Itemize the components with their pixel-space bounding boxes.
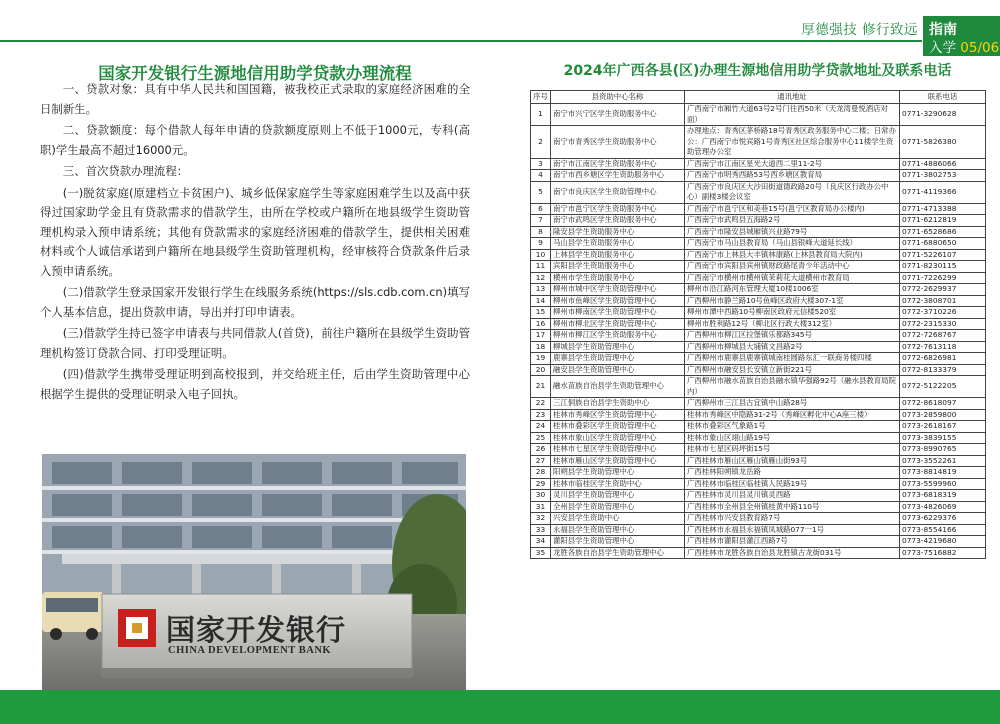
- row-index: 5: [531, 181, 551, 203]
- phone: 0771-6880650: [900, 238, 986, 250]
- center-name: 南宁市武鸣区学生资助服务中心: [551, 215, 685, 227]
- table-row: [531, 398, 986, 410]
- guide-tag-page: [929, 36, 999, 56]
- right-page-title: 2024年广西各县(区)办理生源地信用助学贷款地址及联系电话: [563, 63, 952, 79]
- phone: 0772-5122205: [900, 376, 986, 398]
- center-name: 南宁市西乡塘区学生资助服务中心: [551, 170, 685, 182]
- left-page-title: 国家开发银行生源地信用助学贷款办理流程: [98, 64, 412, 83]
- address: 办理地点：青秀区茅桥路18号青秀区政务服务中心二楼；日常办公：广西南宁市悦宾路1号青秀区社区综合服务中心11楼学生资助管理办公室: [685, 126, 900, 159]
- table-body: [531, 104, 986, 559]
- phone: 0771-6528686: [900, 226, 986, 238]
- address: 广西桂林市灵川县灵川镇灵西路: [685, 490, 900, 502]
- row-index: 19: [531, 353, 551, 365]
- table-row: [531, 170, 986, 182]
- guide-tag-label: 指南: [929, 22, 957, 38]
- address: 广西南宁市良庆区大沙田街道德政路20号（良庆区行政办公中心）副楼3楼会议室: [685, 181, 900, 203]
- center-name: 南宁市青秀区学生资助服务中心: [551, 126, 685, 159]
- row-index: 9: [531, 238, 551, 250]
- footer-bar: [0, 690, 1000, 724]
- phone: 0771-4886066: [900, 158, 986, 170]
- table-row: [531, 238, 986, 250]
- address: 广西桂林市全州县全州镇桂黄中路110号: [685, 501, 900, 513]
- center-name: 桂林市雁山区学生资助管理中心: [551, 455, 685, 467]
- column-header-center-name: 县资助中心名称: [551, 91, 685, 104]
- table-row: [531, 501, 986, 513]
- phone: 0773-8554166: [900, 524, 986, 536]
- address: 桂林市七星区码坪街15号: [685, 444, 900, 456]
- phone: 0773-4826069: [900, 501, 986, 513]
- center-name: 柳州市柳北区学生资助管理中心: [551, 318, 685, 330]
- center-name: 柳州市鱼峰区学生资助管理中心: [551, 295, 685, 307]
- center-name: 南宁市兴宁区学生资助服务中心: [551, 104, 685, 126]
- address: 广西南宁市明秀西路53号西乡塘区教育局: [685, 170, 900, 182]
- address: 桂林市秀峰区中隐路31-2号（秀峰区孵化中心A座三楼）: [685, 409, 900, 421]
- address: 广西桂林市雁山区雁山镇雁山街93号: [685, 455, 900, 467]
- row-index: 22: [531, 398, 551, 410]
- table-row: [531, 272, 986, 284]
- phone: 0772-8618097: [900, 398, 986, 410]
- row-index: 8: [531, 226, 551, 238]
- row-index: 23: [531, 409, 551, 421]
- row-index: 33: [531, 524, 551, 536]
- table-row: [531, 226, 986, 238]
- address: 广西柳州市融安县长安镇立新街221号: [685, 364, 900, 376]
- phone: 0772-3808701: [900, 295, 986, 307]
- table-row: [531, 536, 986, 548]
- address: 广西柳州市柳江区拉堡镇乐都路345号: [685, 330, 900, 342]
- address: 广西南宁市武鸣县五海路2号: [685, 215, 900, 227]
- address: 广西桂林市临桂区临桂镇人民路19号: [685, 478, 900, 490]
- procedure-paragraph-2: 二、贷款额度：每个借款人每年申请的贷款额度原则上不低于1000元，专科(高职)学生最高不超过16000元。: [40, 123, 470, 157]
- center-name: 宾阳县学生资助服务中心: [551, 261, 685, 273]
- table-row: [531, 261, 986, 273]
- phone: 0773-3552261: [900, 455, 986, 467]
- procedure-paragraph-3: 三、首次贷款办理流程：: [62, 164, 189, 178]
- center-name: 桂林市秀峰区学生资助管理中心: [551, 409, 685, 421]
- address: 广西桂林市灌阳县灌江西路7号: [685, 536, 900, 548]
- address: 广西柳州市融水苗族自治县融水镇华强路92号（融水县教育局院内）: [685, 376, 900, 398]
- address: 柳州市沿江路河东管理大厦10楼1006室: [685, 284, 900, 296]
- address: 广西南宁市宾阳县宾州镇财政路尾青少年活动中心: [685, 261, 900, 273]
- table-row: [531, 104, 986, 126]
- table-row: [531, 181, 986, 203]
- phone: 0771-8230115: [900, 261, 986, 273]
- loan-procedure-text: [40, 80, 470, 406]
- guide-tag: [923, 16, 1000, 56]
- address: 广西柳州市三江县古宜镇中山路28号: [685, 398, 900, 410]
- center-name: 柳州市柳南区学生资助管理中心: [551, 307, 685, 319]
- phone: 0772-2629937: [900, 284, 986, 296]
- table-row: [531, 215, 986, 227]
- page-number: 05/06: [960, 40, 1000, 56]
- address: 广西柳州市柳城县大埔镇文昌路2号: [685, 341, 900, 353]
- address: 广西桂林市兴安县教育路7号: [685, 513, 900, 525]
- row-index: 13: [531, 284, 551, 296]
- center-name: 灌阳县学生资助管理中心: [551, 536, 685, 548]
- bank-sign-cn: 国家开发银行: [166, 613, 347, 647]
- center-name: 龙胜各族自治县学生资助管理中心: [551, 547, 685, 559]
- phone: 0773-2859800: [900, 409, 986, 421]
- center-name: 灵川县学生资助管理中心: [551, 490, 685, 502]
- center-name: 全州县学生资助管理中心: [551, 501, 685, 513]
- bank-sign-en: CHINA DEVELOPMENT BANK: [168, 645, 332, 656]
- procedure-paragraph-1: 一、贷款对象：具有中华人民共和国国籍，被我校正式录取的家庭经济困难的全日制新生。: [40, 82, 470, 116]
- page-header: [0, 0, 1000, 56]
- row-index: 7: [531, 215, 551, 227]
- table-row: [531, 353, 986, 365]
- address: 广西桂林市龙胜各族自治县龙胜镇古龙街031号: [685, 547, 900, 559]
- table-row: [531, 490, 986, 502]
- phone: 0771-5826380: [900, 126, 986, 159]
- address: 广西南宁市隆安县城厢镇兴业路79号: [685, 226, 900, 238]
- guide-tag-prefix: 入学: [929, 40, 956, 56]
- row-index: 29: [531, 478, 551, 490]
- procedure-paragraph-4: (一)脱贫家庭(原建档立卡贫困户)、城乡低保家庭学生等家庭困难学生以及高中获得过国家助学金且有贷款需求的借款学生，由所在学校或户籍所在地县级学生资助管理机构录入预申请系统；其他有贷款需求的家庭经济困难的借款学生，提供相关困难材料或个人诚信承诺到户籍所在地县级学生资助管理机构，经审核符合贷款条件后录入预申请系统。: [40, 185, 470, 278]
- row-index: 27: [531, 455, 551, 467]
- center-name: 马山县学生资助服务中心: [551, 238, 685, 250]
- center-name: 柳州市城中区学生资助管理中心: [551, 284, 685, 296]
- table-row: [531, 307, 986, 319]
- center-name: 柳城县学生资助管理中心: [551, 341, 685, 353]
- row-index: 15: [531, 307, 551, 319]
- phone: 0773-2618167: [900, 421, 986, 433]
- table-row: [531, 444, 986, 456]
- row-index: 4: [531, 170, 551, 182]
- center-name: 兴安县学生资助中心: [551, 513, 685, 525]
- row-index: 32: [531, 513, 551, 525]
- center-name: 上林县学生资助服务中心: [551, 249, 685, 261]
- center-name: 桂林市临桂区学生资助中心: [551, 478, 685, 490]
- bank-building-photo: [42, 454, 466, 690]
- address: 广西柳州市鹿寨县鹿寨镇城南桂圆路东汇一联商务楼四楼: [685, 353, 900, 365]
- phone: 0773-5599960: [900, 478, 986, 490]
- table-row: [531, 318, 986, 330]
- address: 柳州市潭中西路10号柳南区政府元信楼520室: [685, 307, 900, 319]
- row-index: 2: [531, 126, 551, 159]
- table-row: [531, 513, 986, 525]
- address: 广西南宁市横州市横州镇茉莉花大道横州市教育局: [685, 272, 900, 284]
- center-name: 三江侗族自治县学生资助中心: [551, 398, 685, 410]
- row-index: 25: [531, 432, 551, 444]
- column-header-address: 通讯地址: [685, 91, 900, 104]
- row-index: 20: [531, 364, 551, 376]
- phone: 0773-7516882: [900, 547, 986, 559]
- row-index: 21: [531, 376, 551, 398]
- row-index: 18: [531, 341, 551, 353]
- phone: 0772-7613118: [900, 341, 986, 353]
- row-index: 24: [531, 421, 551, 433]
- row-index: 35: [531, 547, 551, 559]
- row-index: 14: [531, 295, 551, 307]
- table-row: [531, 203, 986, 215]
- center-name: 桂林市叠彩区学生资助管理中心: [551, 421, 685, 433]
- phone: 0772-6826981: [900, 353, 986, 365]
- table-header-row: [531, 91, 986, 104]
- center-name: 南宁市良庆区学生资助管理中心: [551, 181, 685, 203]
- center-name: 阳朔县学生资助管理中心: [551, 467, 685, 479]
- table-row: [531, 455, 986, 467]
- center-name: 桂林市七星区学生资助管理中心: [551, 444, 685, 456]
- phone: 0771-6212819: [900, 215, 986, 227]
- row-index: 16: [531, 318, 551, 330]
- table-row: [531, 432, 986, 444]
- column-header-index: 序号: [531, 91, 551, 104]
- table-row: [531, 376, 986, 398]
- row-index: 11: [531, 261, 551, 273]
- row-index: 17: [531, 330, 551, 342]
- center-name: 南宁市江南区学生资助服务中心: [551, 158, 685, 170]
- table-row: [531, 421, 986, 433]
- row-index: 28: [531, 467, 551, 479]
- table-row: [531, 478, 986, 490]
- phone: 0771-3290628: [900, 104, 986, 126]
- row-index: 10: [531, 249, 551, 261]
- table-row: [531, 295, 986, 307]
- center-name: 永福县学生资助管理中心: [551, 524, 685, 536]
- table-row: [531, 524, 986, 536]
- address: 广西柳州市静兰路10号鱼峰区政府大楼307-1室: [685, 295, 900, 307]
- phone: 0771-7226299: [900, 272, 986, 284]
- phone: 0771-4119366: [900, 181, 986, 203]
- address: 广西南宁市上林县大丰镇林康路(上林县教育局大院内): [685, 249, 900, 261]
- table-row: [531, 249, 986, 261]
- row-index: 26: [531, 444, 551, 456]
- center-name: 融安县学生资助管理中心: [551, 364, 685, 376]
- header-slogan: 厚德强技 修行致远: [801, 22, 918, 38]
- table-row: [531, 341, 986, 353]
- column-header-phone: 联系电话: [900, 91, 986, 104]
- phone: 0772-7268767: [900, 330, 986, 342]
- phone: 0773-8814819: [900, 467, 986, 479]
- phone: 0773-3839155: [900, 432, 986, 444]
- loan-office-table: [530, 90, 986, 559]
- phone: 0771-3802753: [900, 170, 986, 182]
- table-row: [531, 330, 986, 342]
- phone: 0773-8990765: [900, 444, 986, 456]
- procedure-paragraph-6: (三)借款学生持已签字申请表与共同借款人(首贷)，前往户籍所在县级学生资助管理机构签订贷款合同、打印受理证明。: [40, 326, 470, 360]
- address: 广西南宁市马山县教育局（马山县银峰大道延长线）: [685, 238, 900, 250]
- row-index: 30: [531, 490, 551, 502]
- phone: 0771-5226107: [900, 249, 986, 261]
- row-index: 1: [531, 104, 551, 126]
- center-name: 南宁市邕宁区学生资助服务中心: [551, 203, 685, 215]
- address: 广西南宁市江南区星光大道西二里11-2号: [685, 158, 900, 170]
- procedure-paragraph-7: (四)借款学生携带受理证明到高校报到，并交给班主任，后由学生资助管理中心根据学生提供的受理证明录入电子回执。: [40, 367, 470, 401]
- center-name: 隆安县学生资助服务中心: [551, 226, 685, 238]
- phone: 0773-6818319: [900, 490, 986, 502]
- address: 桂林市象山区翊山路19号: [685, 432, 900, 444]
- center-name: 融水苗族自治县学生资助管理中心: [551, 376, 685, 398]
- address: 广西南宁市邕宁区和美巷15号(邕宁区教育局办公楼内): [685, 203, 900, 215]
- table-row: [531, 126, 986, 159]
- address: 桂林市叠彩区气象路1号: [685, 421, 900, 433]
- procedure-paragraph-5: (二)借款学生登录国家开发银行学生在线服务系统(https://sls.cdb.com.cn)填写个人基本信息，提出贷款申请，导出并打印申请表。: [40, 285, 470, 319]
- table-row: [531, 158, 986, 170]
- header-rule: [0, 40, 922, 42]
- phone: 0772-3710226: [900, 307, 986, 319]
- center-name: 横州市学生资助服务中心: [551, 272, 685, 284]
- row-index: 12: [531, 272, 551, 284]
- phone: 0773-4219680: [900, 536, 986, 548]
- row-index: 31: [531, 501, 551, 513]
- address: 柳州市胜利路12号（柳北区行政大楼312室）: [685, 318, 900, 330]
- table-row: [531, 547, 986, 559]
- phone: 0773-6229376: [900, 513, 986, 525]
- phone: 0772-8133379: [900, 364, 986, 376]
- phone: 0772-2315330: [900, 318, 986, 330]
- address: 广西南宁市厢竹大道63号2号门往西50米（天龙湾曼悦酒店对面）: [685, 104, 900, 126]
- table-row: [531, 284, 986, 296]
- center-name: 桂林市象山区学生资助管理中心: [551, 432, 685, 444]
- center-name: 柳州市柳江区学生资助服务中心: [551, 330, 685, 342]
- table-row: [531, 364, 986, 376]
- address: 广西桂林阳朔镇龙岳路: [685, 467, 900, 479]
- center-name: 鹿寨县学生资助管理中心: [551, 353, 685, 365]
- table-row: [531, 409, 986, 421]
- address: 广西桂林市永福县永福镇凤城路077一1号: [685, 524, 900, 536]
- row-index: 34: [531, 536, 551, 548]
- table-row: [531, 467, 986, 479]
- phone: 0771-4713388: [900, 203, 986, 215]
- row-index: 6: [531, 203, 551, 215]
- row-index: 3: [531, 158, 551, 170]
